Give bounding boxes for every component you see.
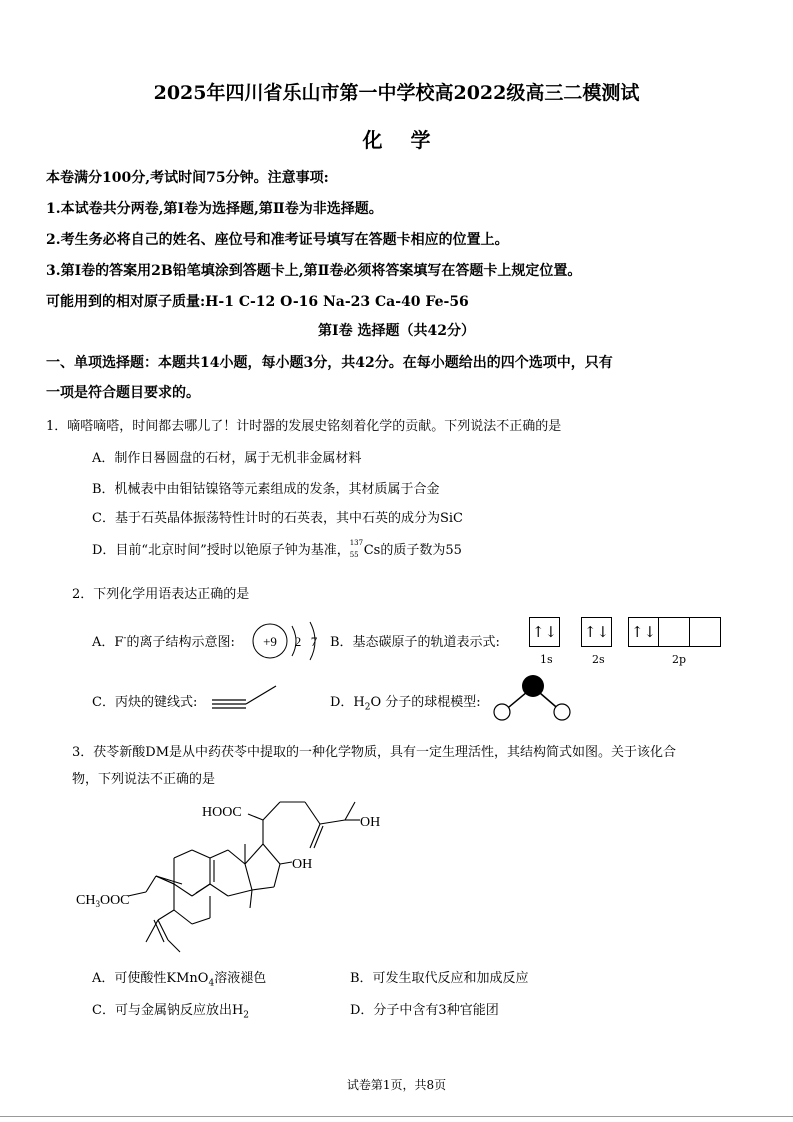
orbital-box: ↑↓ (628, 617, 659, 647)
propyne-skeletal-formula (210, 682, 280, 712)
q2-option-d (330, 691, 481, 713)
water-ball-stick-model (490, 672, 574, 722)
kmno4-subscript: 4 (208, 978, 215, 989)
q3-option-d: D．分子中含有3种官能团 (350, 1003, 499, 1018)
ester-ooc: OOC (99, 893, 130, 908)
q2-option-d-letter: D．H (330, 695, 365, 710)
orbital-box (690, 617, 721, 647)
q2-stem: 2．下列化学用语表达正确的是 (72, 587, 250, 602)
atomic-masses: 可能用到的相对原子质量:H-1 C-12 O-16 Na-23 Ca-40 Fe-56 (46, 294, 469, 310)
q3-stem-line1: 3．茯苓新酸DM是从中药茯苓中提取的一种化学物质，具有一定生理活性，其结构简式如图。关于该化合 (72, 745, 677, 760)
note-item-3: 3.第Ⅰ卷的答案用2B铅笔填涂到答题卡上,第Ⅱ卷必须将答案填写在答题卡上规定位置。 (46, 263, 582, 279)
section-instruction-line1: 一、单项选择题：本题共14小题，每小题3分，共42分。在每小题给出的四个选项中，只有 (46, 355, 613, 371)
ester-sub: 3 (95, 899, 100, 909)
q1-option-d-text: D．目前“北京时间”授时以铯原子钟为基准， (92, 543, 350, 558)
q1-option-c: C．基于石英晶体振荡特性计时的石英表，其中石英的成分为SiC (92, 511, 463, 526)
q2-option-a (92, 631, 235, 650)
notes-intro: 本卷满分100分,考试时间75分钟。注意事项: (46, 170, 329, 186)
q3-option-c (92, 999, 249, 1021)
fluoride-charge: - (123, 633, 127, 644)
q3-stem-line2: 物，下列说法不正确的是 (72, 772, 216, 787)
exam-title: 2025年四川省乐山市第一中学校高2022级高三二模测试 (153, 82, 640, 104)
subject-title: 化学 (362, 128, 459, 152)
label-ester (76, 893, 130, 909)
orbital-1s (529, 617, 560, 647)
q3-option-a (92, 967, 266, 989)
label-hooc: HOOC (202, 805, 242, 820)
q3-option-a-end: 溶液褪色 (214, 971, 267, 986)
orbital-2p (628, 617, 721, 647)
orbital-box: ↑↓ (529, 617, 560, 647)
label-oh-top: OH (360, 815, 381, 830)
bottom-rule (0, 1116, 793, 1117)
q3-option-c-text: C．可与金属钠反应放出H (92, 1003, 244, 1018)
q1-stem: 1．嘀嗒嘀嗒，时间都去哪儿了！计时器的发展史铭刻着化学的贡献。下列说法不正确的是 (46, 419, 562, 434)
orbital-label-1s: 1s (540, 653, 553, 666)
q1-option-d (92, 539, 462, 558)
nucleus-charge: +9 (263, 634, 277, 649)
structure-diagram (70, 792, 400, 962)
ester-ch: CH (76, 893, 96, 908)
h2-subscript: 2 (243, 1010, 250, 1021)
q1-option-d-end: 的质子数为55 (380, 543, 462, 558)
fluoride-ion-diagram (250, 618, 326, 664)
q2-option-d-text: O 分子的球棍模型: (370, 695, 481, 710)
q2-option-a-letter: A．F (92, 635, 124, 650)
cs-atomic-number: 55 (349, 550, 359, 559)
note-item-1: 1.本试卷共分两卷,第Ⅰ卷为选择题,第Ⅱ卷为非选择题。 (46, 201, 383, 217)
orbital-2s (581, 617, 612, 647)
shell-2-electrons: 7 (310, 634, 318, 649)
q3-option-b: B．可发生取代反应和加成反应 (350, 971, 529, 986)
q2-option-a-text: 的离子结构示意图: (126, 635, 235, 650)
shell-1-electrons: 2 (294, 634, 302, 649)
q1-option-b: B．机械表中由钼钴镍铬等元素组成的发条，其材质属于合金 (92, 482, 440, 497)
water-subscript: 2 (364, 702, 371, 713)
section-instruction-line2: 一项是符合题目要求的。 (46, 385, 200, 401)
orbital-label-2s: 2s (592, 653, 605, 666)
q1-option-a: A．制作日晷圆盘的石材，属于无机非金属材料 (92, 451, 362, 466)
orbital-box (659, 617, 690, 647)
q2-option-c: C．丙炔的键线式: (92, 695, 198, 710)
q2-option-b: B．基态碳原子的轨道表示式: (330, 635, 500, 650)
note-item-2: 2.考生务必将自己的姓名、座位号和准考证号填写在答题卡相应的位置上。 (46, 232, 509, 248)
orbital-label-2p: 2p (672, 653, 687, 666)
cs-symbol: Cs (363, 543, 381, 558)
label-oh-ring: OH (292, 857, 313, 872)
orbital-box: ↑↓ (581, 617, 612, 647)
section-title: 第Ⅰ卷 选择题（共42分） (318, 323, 475, 339)
cs-mass-number: 137 (349, 538, 364, 547)
q3-option-a-text: A．可使酸性KMnO (92, 971, 209, 986)
page-footer: 试卷第1页，共8页 (346, 1078, 447, 1092)
